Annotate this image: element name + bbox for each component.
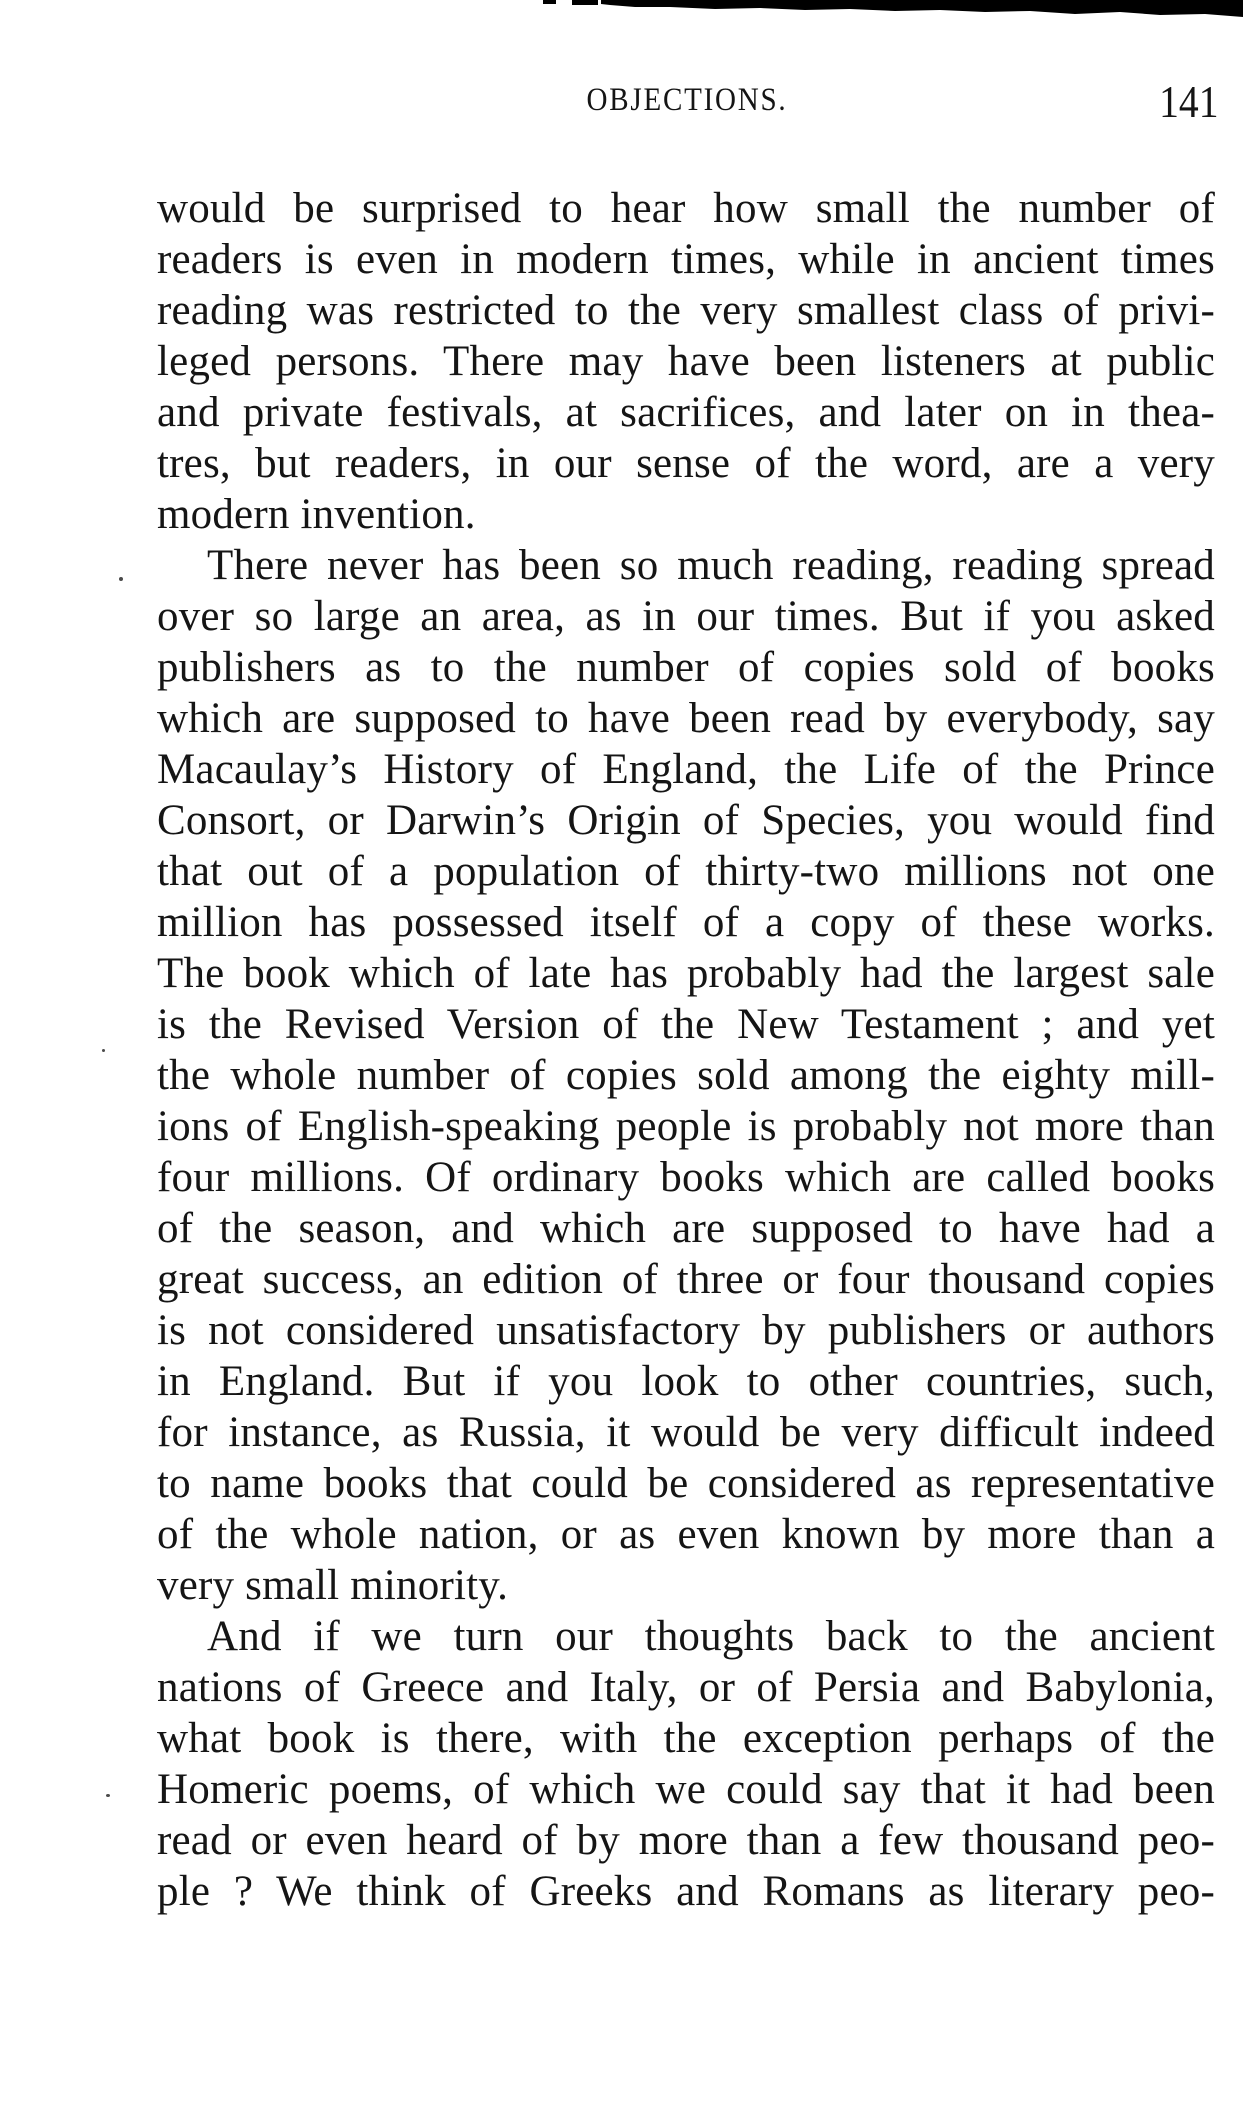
text-line: that out of a population of thirty-two millions not one	[157, 848, 1215, 895]
text-line: Homeric poems, of which we could say that it had been	[157, 1766, 1215, 1813]
text-line: over so large an area, as in our times. But if you asked	[157, 593, 1215, 640]
text-line: four millions. Of ordinary books which are called books	[157, 1154, 1215, 1201]
text-line: nations of Greece and Italy, or of Persia and Babylonia,	[157, 1664, 1215, 1711]
text-line: publishers as to the number of copies sold of books	[157, 644, 1215, 691]
text-line: which are supposed to have been read by everybody, say	[157, 695, 1215, 742]
page-number: 141	[1158, 77, 1218, 127]
text-block	[157, 183, 1215, 1917]
text-line: readers is even in modern times, while in ancient times	[157, 236, 1215, 283]
running-header: OBJECTIONS.	[586, 82, 788, 118]
text-line: tres, but readers, in our sense of the word, are a very	[157, 440, 1215, 487]
text-line: read or even heard of by more than a few thousand peo-	[157, 1817, 1215, 1864]
text-line: is the Revised Version of the New Testament ; and yet	[157, 1001, 1215, 1048]
text-line: to name books that could be considered as representative	[157, 1460, 1215, 1507]
text-line: for instance, as Russia, it would be very difficult indeed	[157, 1409, 1215, 1456]
scan-speck	[119, 577, 123, 581]
text-line: modern invention.	[157, 491, 476, 538]
text-line: would be surprised to hear how small the number of	[157, 185, 1215, 232]
text-line: very small minority.	[157, 1562, 509, 1609]
text-line: ple ? We think of Greeks and Romans as literary peo-	[157, 1868, 1215, 1915]
text-line: Macaulay’s History of England, the Life of the Prince	[157, 746, 1215, 793]
text-line: reading was restricted to the very smallest class of privi-	[157, 287, 1215, 334]
text-line: There never has been so much reading, reading spread	[207, 542, 1215, 589]
text-line: of the season, and which are supposed to have had a	[157, 1205, 1215, 1252]
text-line: what book is there, with the exception perhaps of the	[157, 1715, 1215, 1762]
text-line: in England. But if you look to other countries, such,	[157, 1358, 1215, 1405]
text-line: and private festivals, at sacrifices, and later on in thea-	[157, 389, 1215, 436]
scan-speck	[106, 1794, 110, 1797]
text-line: of the whole nation, or as even known by more than a	[157, 1511, 1215, 1558]
text-line: million has possessed itself of a copy of these works.	[157, 899, 1215, 946]
text-line: The book which of late has probably had the largest sale	[157, 950, 1215, 997]
scan-artifact-bar	[0, 0, 1243, 24]
text-line: great success, an edition of three or four thousand copies	[157, 1256, 1215, 1303]
scan-speck	[102, 1049, 105, 1052]
text-line: is not considered unsatisfactory by publishers or authors	[157, 1307, 1215, 1354]
text-line: Consort, or Darwin’s Origin of Species, you would find	[157, 797, 1215, 844]
text-line: the whole number of copies sold among the eighty mill-	[157, 1052, 1215, 1099]
text-line: And if we turn our thoughts back to the ancient	[207, 1613, 1215, 1660]
text-line: ions of English-speaking people is probably not more than	[157, 1103, 1215, 1150]
text-line: leged persons. There may have been listeners at public	[157, 338, 1215, 385]
